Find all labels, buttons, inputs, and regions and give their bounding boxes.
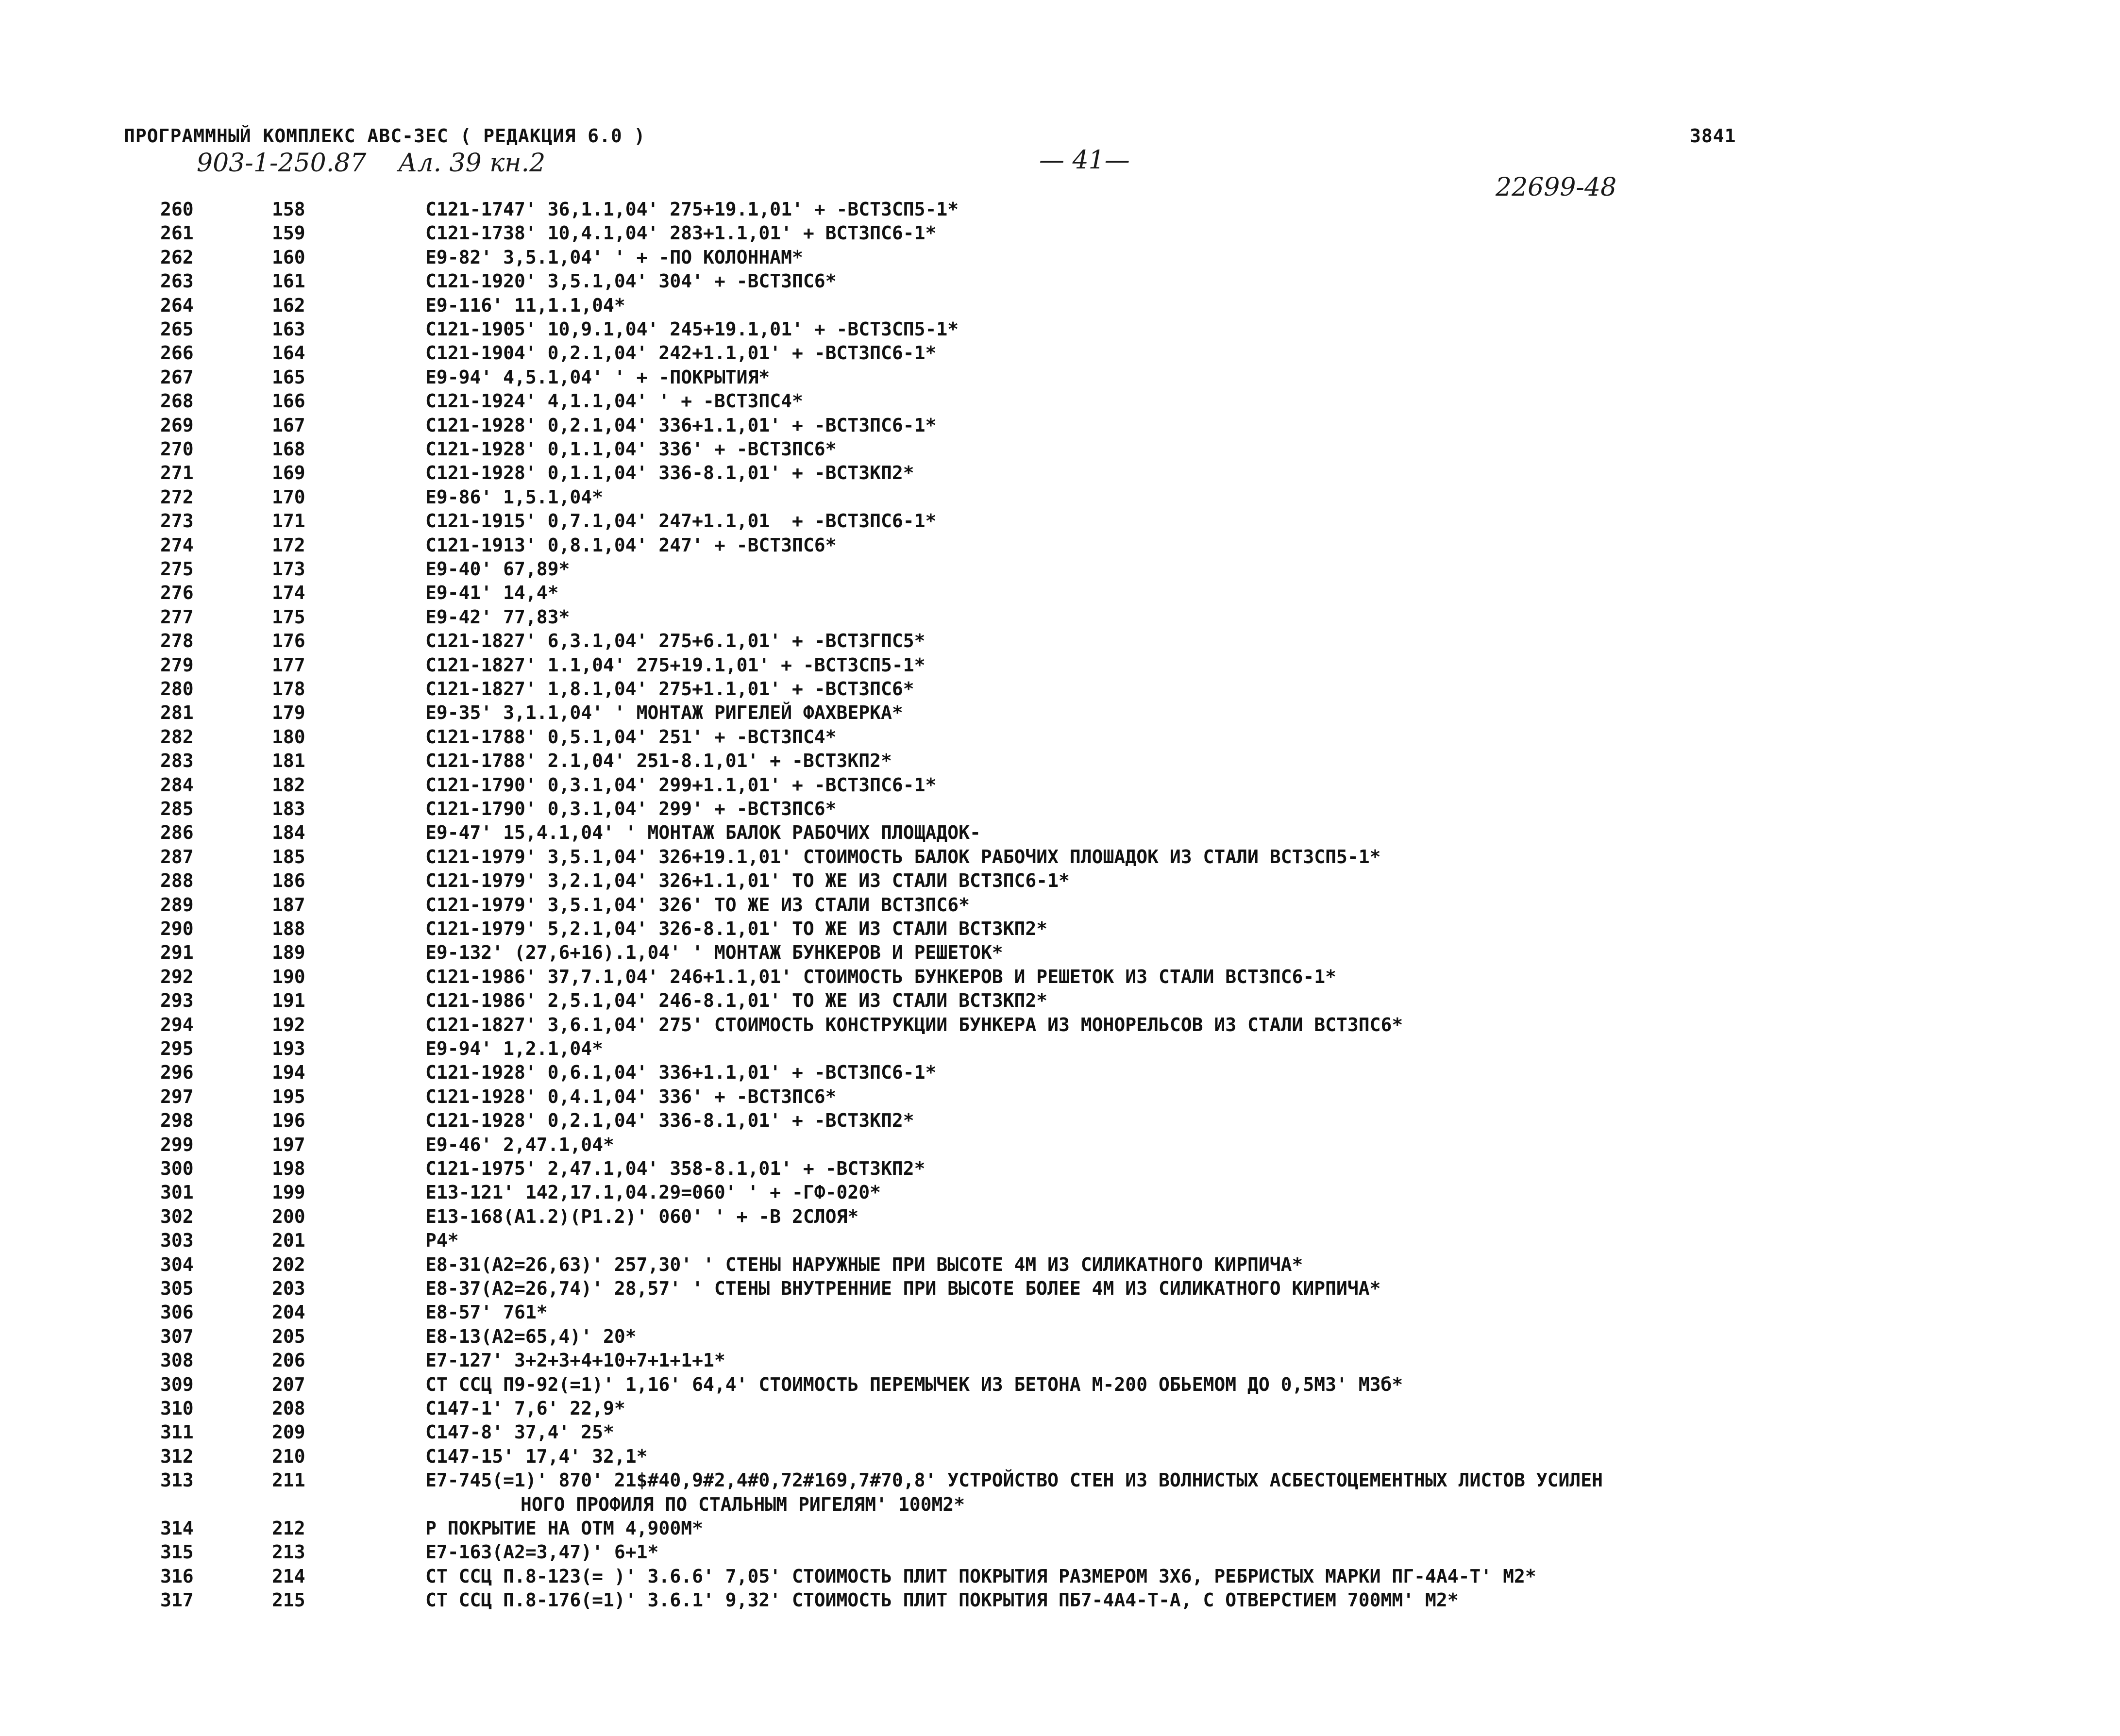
statement-number: 177 <box>272 654 305 676</box>
statement-text: E9-132' (27,6+16).1,04' ' МОНТАЖ БУНКЕРОВ И РЕШЕТОК* <box>425 942 1003 964</box>
statement-text: C121-1790' 0,3.1,04' 299' + -ВСТ3ПС6* <box>425 798 837 819</box>
line-number: 275 <box>160 558 194 580</box>
statement-text: C121-1928' 0,2.1,04' 336+1.1,01' + -ВСТ3ПС6-1* <box>425 414 937 436</box>
statement-text: C121-1827' 3,6.1,04' 275' СТОИМОСТЬ КОНСТРУКЦИИ БУНКЕРА ИЗ МОНОРЕЛЬСОВ ИЗ СТАЛИ ВСТ3ПС6* <box>425 1014 1403 1035</box>
listing-row <box>0 1372 2120 1397</box>
listing-row <box>0 988 2120 1013</box>
statement-text: C121-1928' 0,1.1,04' 336-8.1,01' + -ВСТ3КП2* <box>425 462 914 484</box>
handwritten-project-code: 903-1-250.87 <box>197 149 367 178</box>
listing-row <box>0 868 2120 893</box>
statement-text: C121-1790' 0,3.1,04' 299+1.1,01' + -ВСТ3ПС6-1* <box>425 774 937 796</box>
statement-text: C121-1979' 3,2.1,04' 326+1.1,01' ТО ЖЕ ИЗ СТАЛИ ВСТ3ПС6-1* <box>425 870 1070 892</box>
listing-row <box>0 1013 2120 1037</box>
line-number: 277 <box>160 606 194 628</box>
statement-number: 198 <box>272 1158 305 1179</box>
listing-row <box>0 677 2120 701</box>
listing-row <box>0 1420 2120 1444</box>
statement-text: E9-86' 1,5.1,04* <box>425 486 604 508</box>
listing-row <box>0 1300 2120 1324</box>
statement-text: C147-8' 37,4' 25* <box>425 1421 614 1443</box>
statement-text: C121-1928' 0,4.1,04' 336' + -ВСТ3ПС6* <box>425 1085 837 1107</box>
listing-row <box>0 940 2120 965</box>
statement-number: 173 <box>272 558 305 580</box>
statement-number: 200 <box>272 1205 305 1227</box>
statement-text: E8-37(A2=26,74)' 28,57' ' СТЕНЫ ВНУТРЕННИЕ ПРИ ВЫСОТЕ БОЛЕЕ 4М ИЗ СИЛИКАТНОГО КИРПИЧА* <box>425 1278 1381 1299</box>
line-number: 281 <box>160 702 194 724</box>
statement-number: 210 <box>272 1445 305 1467</box>
statement-text: СТ ССЦ П9-92(=1)' 1,16' 64,4' СТОИМОСТЬ ПЕРЕМЫЧЕК ИЗ БЕТОНА М-200 ОБЬЕМОМ ДО 0,5М3' М3б* <box>425 1373 1403 1395</box>
listing-row <box>0 1180 2120 1204</box>
statement-number: 168 <box>272 438 305 460</box>
statement-text: E9-41' 14,4* <box>425 582 559 604</box>
line-number: 309 <box>160 1373 194 1395</box>
line-number: 301 <box>160 1182 194 1203</box>
listing-row <box>0 605 2120 629</box>
statement-text: E7-163(A2=3,47)' 6+1* <box>425 1541 659 1563</box>
listing-row <box>0 1324 2120 1349</box>
line-number: 260 <box>160 199 194 220</box>
statement-text: C121-1928' 0,1.1,04' 336' + -ВСТ3ПС6* <box>425 438 837 460</box>
continuation-line-313: НОГО ПРОФИЛЯ ПО СТАЛЬНЫМ РИГЕЛЯМ' 100М2* <box>521 1493 965 1515</box>
statement-number: 192 <box>272 1014 305 1035</box>
statement-number: 183 <box>272 798 305 819</box>
statement-text: C121-1986' 2,5.1,04' 246-8.1,01' ТО ЖЕ ИЗ СТАЛИ ВСТ3КП2* <box>425 990 1048 1012</box>
listing-row <box>0 1540 2120 1564</box>
statement-number: 194 <box>272 1062 305 1084</box>
line-number: 264 <box>160 294 194 316</box>
listing-row <box>0 317 2120 341</box>
line-number: 305 <box>160 1278 194 1299</box>
statement-number: 180 <box>272 726 305 748</box>
line-number: 269 <box>160 414 194 436</box>
line-number: 288 <box>160 870 194 892</box>
statement-text: C121-1827' 6,3.1,04' 275+6.1,01' + -ВСТ3ГПС5* <box>425 630 925 652</box>
line-number: 307 <box>160 1325 194 1347</box>
statement-text: C121-1738' 10,4.1,04' 283+1.1,01' + ВСТ3ПС6-1* <box>425 222 937 244</box>
statement-text: C121-1979' 3,5.1,04' 326' ТО ЖЕ ИЗ СТАЛИ ВСТ3ПС6* <box>425 894 970 916</box>
listing-row <box>0 269 2120 293</box>
statement-text: C121-1920' 3,5.1,04' 304' + -ВСТ3ПС6* <box>425 270 837 292</box>
listing-row <box>0 893 2120 917</box>
line-number: 272 <box>160 486 194 508</box>
statement-text: C121-1827' 1,8.1,04' 275+1.1,01' + -ВСТ3ПС6* <box>425 678 914 700</box>
line-number: 292 <box>160 966 194 987</box>
listing-row <box>0 461 2120 485</box>
statement-number: 175 <box>272 606 305 628</box>
statement-text: СТ ССЦ П.8-176(=1)' 3.6.1' 9,32' СТОИМОСТЬ ПЛИТ ПОКРЫТИЯ ПБ7-4А4-Т-А, С ОТВЕРСТИЕМ 700ММ' М2* <box>425 1589 1459 1611</box>
listing-row <box>0 293 2120 317</box>
statement-number: 188 <box>272 918 305 939</box>
listing-row <box>0 1276 2120 1301</box>
listing-row <box>0 1060 2120 1085</box>
line-number: 294 <box>160 1014 194 1035</box>
statement-number: 172 <box>272 534 305 556</box>
line-number: 289 <box>160 894 194 916</box>
listing-row <box>0 797 2120 821</box>
statement-number: 170 <box>272 486 305 508</box>
statement-text: E8-57' 761* <box>425 1302 548 1323</box>
statement-text: C121-1747' 36,1.1,04' 275+19.1,01' + -ВСТ3СП5-1* <box>425 199 959 220</box>
line-number: 300 <box>160 1158 194 1179</box>
line-number: 271 <box>160 462 194 484</box>
line-number: 314 <box>160 1518 194 1539</box>
line-number: 273 <box>160 510 194 532</box>
statement-number: 178 <box>272 678 305 700</box>
listing-row <box>0 1085 2120 1109</box>
listing-row <box>0 413 2120 437</box>
listing-row <box>0 1228 2120 1252</box>
line-number: 284 <box>160 774 194 796</box>
statement-number: 205 <box>272 1325 305 1347</box>
page-number: 3841 <box>1690 125 1736 147</box>
listing-row <box>0 845 2120 869</box>
listing-row <box>0 653 2120 677</box>
listing-row <box>0 820 2120 845</box>
statement-number: 166 <box>272 390 305 412</box>
statement-text: E7-745(=1)' 870' 21$#40,9#2,4#0,72#169,7#70,8' УСТРОЙСТВО СТЕН ИЗ ВОЛНИСТЫХ АСБЕСТОЦЕМЕНТНЫХ ЛИСТОВ УСИЛЕН <box>425 1469 1603 1491</box>
line-number: 282 <box>160 726 194 748</box>
line-number: 286 <box>160 822 194 844</box>
statement-number: 191 <box>272 990 305 1012</box>
line-number: 308 <box>160 1350 194 1371</box>
line-number: 317 <box>160 1589 194 1611</box>
statement-text: C121-1975' 2,47.1,04' 358-8.1,01' + -ВСТ3КП2* <box>425 1158 925 1179</box>
statement-text: C147-15' 17,4' 32,1* <box>425 1445 648 1467</box>
listing-row <box>0 197 2120 221</box>
statement-number: 190 <box>272 966 305 987</box>
statement-number: 189 <box>272 942 305 964</box>
line-number: 311 <box>160 1421 194 1443</box>
line-number: 270 <box>160 438 194 460</box>
statement-number: 201 <box>272 1230 305 1252</box>
statement-text: C121-1905' 10,9.1,04' 245+19.1,01' + -ВСТ3СП5-1* <box>425 318 959 340</box>
line-number: 315 <box>160 1541 194 1563</box>
listing-row <box>0 341 2120 365</box>
listing-row <box>0 701 2120 725</box>
line-number: 302 <box>160 1205 194 1227</box>
line-number: 278 <box>160 630 194 652</box>
program-title: ПРОГРАММНЫЙ КОМПЛЕКС АВС-3ЕС ( РЕДАКЦИЯ 6.0 ) <box>124 125 646 147</box>
line-number: 297 <box>160 1085 194 1107</box>
statement-number: 162 <box>272 294 305 316</box>
statement-number: 212 <box>272 1518 305 1539</box>
statement-number: 174 <box>272 582 305 604</box>
statement-text: C121-1979' 3,5.1,04' 326+19.1,01' СТОИМОСТЬ БАЛОК РАБОЧИХ ПЛОШАДОК ИЗ СТАЛИ ВСТ3СП5-1* <box>425 846 1381 868</box>
statement-text: C121-1904' 0,2.1,04' 242+1.1,01' + -ВСТ3ПС6-1* <box>425 342 937 364</box>
statement-number: 206 <box>272 1350 305 1371</box>
line-number: 287 <box>160 846 194 868</box>
statement-text: C121-1928' 0,6.1,04' 336+1.1,01' + -ВСТ3ПС6-1* <box>425 1062 937 1084</box>
statement-number: 176 <box>272 630 305 652</box>
statement-text: E9-35' 3,1.1,04' ' МОНТАЖ РИГЕЛЕЙ ФАХВЕРКА* <box>425 702 903 724</box>
statement-text: E13-121' 142,17.1,04.29=060' ' + -ГФ-020* <box>425 1182 881 1203</box>
line-number: 285 <box>160 798 194 819</box>
line-number: 265 <box>160 318 194 340</box>
statement-number: 158 <box>272 199 305 220</box>
statement-text: C121-1986' 37,7.1,04' 246+1.1,01' СТОИМОСТЬ БУНКЕРОВ И РЕШЕТОК ИЗ СТАЛИ ВСТ3ПС6-1* <box>425 966 1336 987</box>
listing-row <box>0 509 2120 533</box>
handwritten-document-number: 22699-48 <box>1496 173 1617 202</box>
statement-number: 187 <box>272 894 305 916</box>
statement-text: СТ ССЦ П.8-123(= )' 3.6.6' 7,05' СТОИМОСТЬ ПЛИТ ПОКРЫТИЯ РАЗМЕРОМ 3Х6, РЕБРИСТЫХ МАРКИ ПГ-4А4-Т' М2* <box>425 1565 1536 1587</box>
statement-number: 167 <box>272 414 305 436</box>
statement-number: 213 <box>272 1541 305 1563</box>
statement-text: E9-116' 11,1.1,04* <box>425 294 625 316</box>
listing-row <box>0 1396 2120 1420</box>
line-number: 283 <box>160 750 194 772</box>
line-number: 262 <box>160 246 194 268</box>
listing-row <box>0 965 2120 989</box>
statement-text: E7-127' 3+2+3+4+10+7+1+1+1* <box>425 1350 725 1371</box>
listing-row <box>0 1588 2120 1612</box>
line-number: 298 <box>160 1110 194 1132</box>
line-number: 296 <box>160 1062 194 1084</box>
listing-row <box>0 1133 2120 1157</box>
statement-number: 171 <box>272 510 305 532</box>
statement-number: 202 <box>272 1253 305 1275</box>
statement-text: C121-1924' 4,1.1,04' ' + -ВСТ3ПС4* <box>425 390 803 412</box>
listing-row <box>0 629 2120 653</box>
statement-text: E9-47' 15,4.1,04' ' МОНТАЖ БАЛОК РАБОЧИХ ПЛОЩАДОК- <box>425 822 981 844</box>
line-number: 276 <box>160 582 194 604</box>
statement-text: E9-46' 2,47.1,04* <box>425 1134 614 1155</box>
statement-number: 185 <box>272 846 305 868</box>
line-number: 274 <box>160 534 194 556</box>
line-number: 310 <box>160 1398 194 1419</box>
statement-number: 181 <box>272 750 305 772</box>
statement-text: C147-1' 7,6' 22,9* <box>425 1398 625 1419</box>
listing-row <box>0 773 2120 797</box>
statement-number: 184 <box>272 822 305 844</box>
statement-text: E9-42' 77,83* <box>425 606 570 628</box>
statement-number: 179 <box>272 702 305 724</box>
line-number: 299 <box>160 1134 194 1155</box>
listing-row <box>0 1108 2120 1133</box>
statement-number: 208 <box>272 1398 305 1419</box>
line-number: 313 <box>160 1469 194 1491</box>
line-number: 306 <box>160 1302 194 1323</box>
listing-row <box>0 1468 2120 1492</box>
listing-row <box>0 221 2120 245</box>
statement-number: 193 <box>272 1038 305 1059</box>
listing-row <box>0 365 2120 389</box>
line-number: 291 <box>160 942 194 964</box>
statement-text: C121-1913' 0,8.1,04' 247' + -ВСТ3ПС6* <box>425 534 837 556</box>
listing-row <box>0 1036 2120 1061</box>
statement-number: 163 <box>272 318 305 340</box>
statement-number: 195 <box>272 1085 305 1107</box>
statement-number: 199 <box>272 1182 305 1203</box>
line-number: 280 <box>160 678 194 700</box>
statement-text: E9-94' 1,2.1,04* <box>425 1038 604 1059</box>
listing-row <box>0 245 2120 269</box>
statement-text: E9-94' 4,5.1,04' ' + -ПОКРЫТИЯ* <box>425 366 770 388</box>
listing-row <box>0 1156 2120 1181</box>
line-number: 290 <box>160 918 194 939</box>
statement-text: Р ПОКРЫТИЕ НА ОТМ 4,900М* <box>425 1518 703 1539</box>
listing-row <box>0 1204 2120 1229</box>
listing-row <box>0 533 2120 557</box>
statement-text: E13-168(A1.2)(P1.2)' 060' ' + -В 2СЛОЯ* <box>425 1205 859 1227</box>
listing-row <box>0 1348 2120 1372</box>
listing-row <box>0 725 2120 749</box>
listing-row <box>0 1564 2120 1588</box>
line-number: 261 <box>160 222 194 244</box>
statement-number: 209 <box>272 1421 305 1443</box>
statement-number: 215 <box>272 1589 305 1611</box>
statement-number: 211 <box>272 1469 305 1491</box>
listing-row <box>0 557 2120 581</box>
handwritten-album-note: Ал. 39 кн.2 <box>398 149 546 178</box>
listing-row <box>0 1444 2120 1469</box>
listing-row <box>0 389 2120 413</box>
statement-text: E9-40' 67,89* <box>425 558 570 580</box>
statement-number: 182 <box>272 774 305 796</box>
statement-text: C121-1928' 0,2.1,04' 336-8.1,01' + -ВСТ3КП2* <box>425 1110 914 1132</box>
line-number: 279 <box>160 654 194 676</box>
line-number: 304 <box>160 1253 194 1275</box>
statement-text: C121-1979' 5,2.1,04' 326-8.1,01' ТО ЖЕ ИЗ СТАЛИ ВСТ3КП2* <box>425 918 1048 939</box>
listing-row <box>0 1252 2120 1277</box>
statement-text: E9-82' 3,5.1,04' ' + -ПО КОЛОННАМ* <box>425 246 803 268</box>
statement-number: 204 <box>272 1302 305 1323</box>
statement-text: C121-1915' 0,7.1,04' 247+1.1,01 + -ВСТ3ПС6-1* <box>425 510 937 532</box>
listing-row <box>0 437 2120 461</box>
statement-number: 203 <box>272 1278 305 1299</box>
listing-row <box>0 581 2120 605</box>
line-number: 293 <box>160 990 194 1012</box>
statement-number: 159 <box>272 222 305 244</box>
statement-text: C121-1788' 0,5.1,04' 251' + -ВСТ3ПС4* <box>425 726 837 748</box>
line-number: 312 <box>160 1445 194 1467</box>
statement-number: 169 <box>272 462 305 484</box>
listing-row <box>0 749 2120 773</box>
statement-text: P4* <box>425 1230 459 1252</box>
line-number: 267 <box>160 366 194 388</box>
line-number: 295 <box>160 1038 194 1059</box>
statement-number: 214 <box>272 1565 305 1587</box>
statement-number: 160 <box>272 246 305 268</box>
statement-text: C121-1788' 2.1,04' 251-8.1,01' + -ВСТ3КП2* <box>425 750 892 772</box>
handwritten-sheet-number: — 41— <box>1039 146 1130 175</box>
statement-text: C121-1827' 1.1,04' 275+19.1,01' + -ВСТ3СП5-1* <box>425 654 925 676</box>
line-number: 316 <box>160 1565 194 1587</box>
statement-number: 161 <box>272 270 305 292</box>
line-number: 268 <box>160 390 194 412</box>
statement-number: 186 <box>272 870 305 892</box>
statement-text: E8-31(A2=26,63)' 257,30' ' СТЕНЫ НАРУЖНЫЕ ПРИ ВЫСОТЕ 4М ИЗ СИЛИКАТНОГО КИРПИЧА* <box>425 1253 1303 1275</box>
line-number: 266 <box>160 342 194 364</box>
statement-text: E8-13(A2=65,4)' 20* <box>425 1325 637 1347</box>
statement-number: 197 <box>272 1134 305 1155</box>
statement-number: 196 <box>272 1110 305 1132</box>
listing-row <box>0 1516 2120 1540</box>
statement-number: 165 <box>272 366 305 388</box>
line-number: 263 <box>160 270 194 292</box>
statement-number: 207 <box>272 1373 305 1395</box>
listing-row <box>0 917 2120 941</box>
line-number: 303 <box>160 1230 194 1252</box>
listing-row <box>0 485 2120 509</box>
statement-number: 164 <box>272 342 305 364</box>
